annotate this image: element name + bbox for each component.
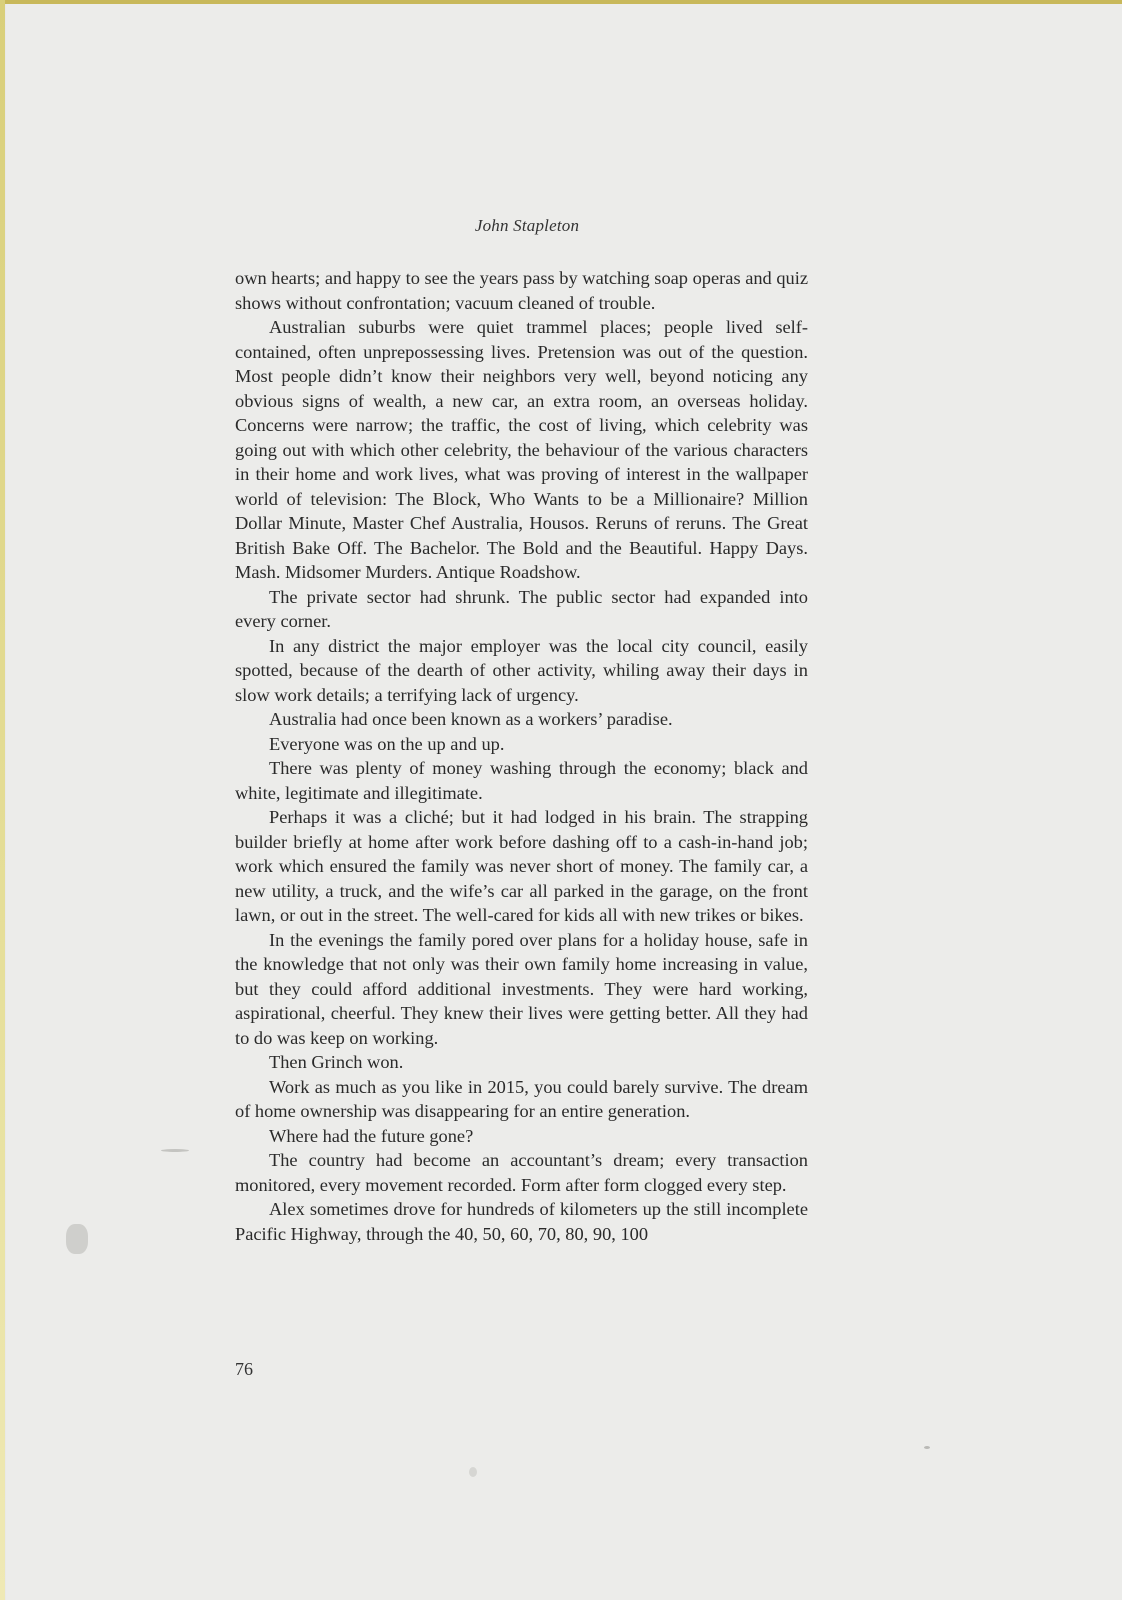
- scan-speck: [66, 1224, 88, 1254]
- paragraph: Then Grinch won.: [269, 1052, 404, 1072]
- scan-speck: [924, 1446, 930, 1449]
- paragraph: Where had the future gone?: [269, 1125, 474, 1146]
- scan-edge-left: [0, 0, 5, 1600]
- book-page: [6, 4, 1122, 1600]
- paragraph: The country had become an accountant’s dream; every transaction monitored, every movement recorded. Form after form clogged every step.: [235, 1150, 808, 1195]
- body-text: [235, 266, 808, 1246]
- paragraph: Australia had once been known as a workers’ paradise.: [269, 709, 673, 729]
- paragraph: The private sector had shrunk. The public sector had expanded into every corner.: [235, 586, 808, 631]
- paragraph: In the evenings the family pored over plans for a holiday house, safe in the knowledge that not only was their own family home increasing in value, but they could afford additional investments. They were hard working, aspirational, cheerful. They knew their lives were getting better. All they had to do was keep on working.: [235, 929, 808, 1048]
- page-number: 76: [235, 1359, 253, 1379]
- paragraph: Work as much as you like in 2015, you could barely survive. The dream of home ownership was disappearing for an entire generation.: [235, 1076, 808, 1121]
- paragraph: Alex sometimes drove for hundreds of kilometers up the still incomplete Pacific Highway, through the 40, 50, 60, 70, 80, 90, 100: [235, 1199, 808, 1244]
- scan-speck: [161, 1149, 189, 1152]
- paragraph: There was plenty of money washing through the economy; black and white, legitimate and illegitimate.: [235, 758, 808, 803]
- scan-speck: [469, 1467, 477, 1477]
- paragraph: Perhaps it was a cliché; but it had lodged in his brain. The strapping builder briefly at home after work before dashing off to a cash-in-hand job; work which ensured the family was never short of money. The family car, a new utility, a truck, and the wife’s car all parked in the garage, on the front lawn, or out in the street. The well-cared for kids all with new trikes or bikes.: [235, 807, 808, 925]
- paragraph: In any district the major employer was the local city council, easily spotted, because of the dearth of other activity, whiling away their days in slow work details; a terrifying lack of urgency.: [235, 635, 808, 705]
- paragraph: own hearts; and happy to see the years pass by watching soap operas and quiz shows without confrontation; vacuum cleaned of trouble.: [235, 268, 809, 313]
- paragraph: Australian suburbs were quiet trammel places; people lived self-contained, often unprepossessing lives. Pretension was out of the question. Most people didn’t know their neighbors very well, beyond noticing any obvious signs of wealth, a new car, an extra room, an overseas holiday. Concerns were narrow; the traffic, the cost of living, which celebrity was going out with which other celebrity, the behaviour of the various characters in their home and work lives, what was proving of interest in the wallpaper world of television: The Block, Who Wants to be a Millionaire? Million Dollar Minute, Master Chef Australia, Housos. Reruns of reruns. The Great British Bake Off. The Bachelor. The Bold and the Beautiful. Happy Days. Mash. Midsomer Murders. Antique Roadshow.: [235, 317, 808, 582]
- running-head: John Stapleton: [474, 216, 580, 235]
- paragraph: Everyone was on the up and up.: [269, 733, 505, 754]
